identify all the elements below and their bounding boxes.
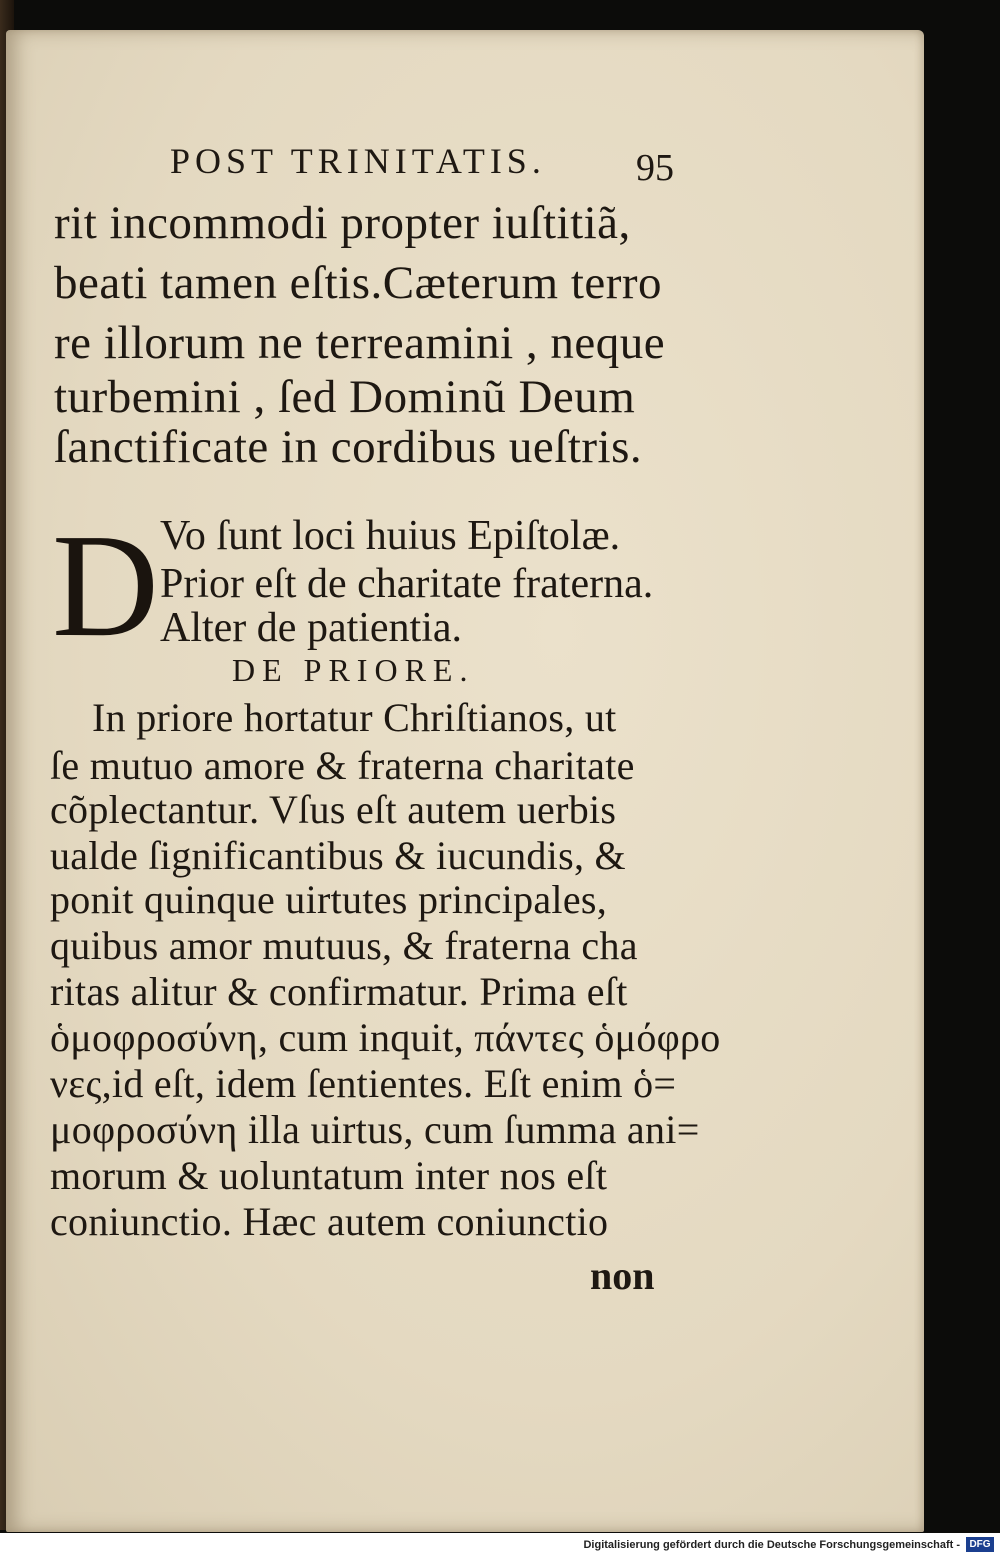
body-line: μοφροσύνη illa uirtus, cum ſumma ani= bbox=[50, 1107, 700, 1152]
text-line: beati tamen eſtis.Cæterum terro bbox=[54, 257, 663, 309]
dfg-logo: DFG bbox=[966, 1537, 994, 1552]
drop-cap-line: Alter de patientia. bbox=[160, 605, 463, 651]
text-line: rit incommodi propter iuſtitiã, bbox=[54, 197, 631, 249]
drop-cap-line: Prior eſt de charitate fraterna. bbox=[160, 561, 654, 607]
body-line: coniunctio. Hæc autem coniunctio bbox=[50, 1199, 609, 1244]
running-head: POST TRINITATIS. bbox=[170, 141, 546, 181]
body-line: cõplectantur. Vſus eſt autem uerbis bbox=[50, 787, 617, 832]
body-line: morum & uoluntatum inter nos eſt bbox=[50, 1153, 608, 1198]
body-line: ritas alitur & confirmatur. Prima eſt bbox=[50, 969, 628, 1014]
text-line: ſanctificate in cordibus ueſtris. bbox=[54, 421, 643, 473]
funding-credit: Digitalisierung gefördert durch die Deutsche Forschungsgemeinschaft - bbox=[583, 1539, 960, 1551]
body-line: νες,id eſt, idem ſentientes. Eſt enim ὁ= bbox=[50, 1061, 677, 1106]
digitization-footer bbox=[0, 1533, 1000, 1555]
text-line: re illorum ne terreamini , neque bbox=[54, 317, 666, 369]
drop-cap-initial: D bbox=[52, 504, 159, 668]
body-line: ſe mutuo amore & fraterna charitate bbox=[50, 743, 635, 788]
body-line: ponit quinque uirtutes principales, bbox=[50, 877, 608, 922]
page-number: 95 bbox=[636, 147, 674, 189]
body-line: ὁμοφροσύνη, cum inquit, πάντες ὁμόφρο bbox=[50, 1015, 721, 1060]
body-line: ualde ſignificantibus & iucundis, & bbox=[50, 833, 626, 878]
text-line: turbemini , ſed Dominũ Deum bbox=[54, 371, 636, 423]
drop-cap-line: Vo ſunt loci huius Epiſtolæ. bbox=[160, 513, 621, 559]
body-line: In priore hortatur Chriſtianos, ut bbox=[92, 695, 617, 740]
catchword: non bbox=[590, 1253, 655, 1298]
section-heading: DE PRIORE. bbox=[232, 652, 475, 688]
body-line: quibus amor mutuus, & fraterna cha bbox=[50, 923, 638, 968]
